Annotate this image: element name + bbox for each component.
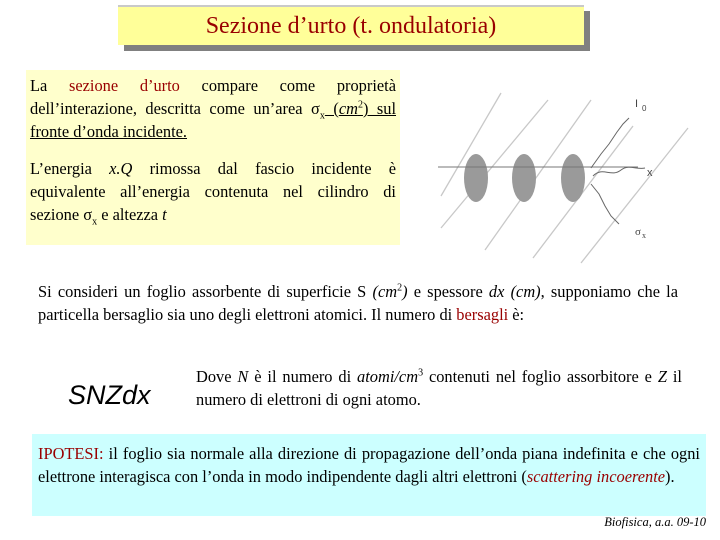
text-run: Dove <box>196 367 238 386</box>
definition-paragraph <box>30 74 396 143</box>
n-variable: N <box>237 367 249 386</box>
text-run: contenuti nel foglio assorbitore e <box>423 367 658 386</box>
unit-cm: (cm) <box>504 282 541 301</box>
wavefront-line <box>581 128 688 263</box>
superscript-2: 2 <box>357 99 363 111</box>
t-variable: t <box>162 205 167 224</box>
label-i0-sub: 0 <box>642 104 647 113</box>
unit-cm: cm <box>338 99 358 118</box>
formula-snzdx: SNZdx <box>68 380 151 410</box>
unit-atomi-cm3: atomi/cm <box>357 367 419 386</box>
unit-close: ) <box>402 282 408 301</box>
xq-term: x.Q <box>109 159 133 178</box>
term-sezione-urto: sezione d’urto <box>68 76 180 95</box>
hypothesis-box <box>32 434 706 516</box>
slide-title: Sezione d’urto (t. ondulatoria) <box>205 12 497 39</box>
text-run: La <box>30 76 69 95</box>
scatter-disk <box>512 154 536 202</box>
scattered-wave-path <box>591 184 619 224</box>
subscript-x: x <box>319 110 325 122</box>
label-i0: I <box>635 98 639 110</box>
text-run: ). <box>665 467 675 486</box>
text-run: L’energia <box>30 159 110 178</box>
superscript-3: 3 <box>418 367 424 379</box>
unit-cm2: (cm <box>372 282 398 301</box>
text-run: ) sul fronte d’onda incidente. <box>30 99 397 141</box>
text-run: e altezza <box>97 205 163 224</box>
text-run: compare come proprietà dell’interazione, descritta come un’area <box>30 76 396 118</box>
title-box <box>118 5 584 45</box>
scatter-disk <box>561 154 585 202</box>
subscript-x: x <box>92 216 98 228</box>
sigma-symbol: σ <box>83 205 93 224</box>
label-sigma: σ <box>635 226 641 238</box>
text-run: rimossa dal fascio incidente è equivalente all’energia contenuta nel cilindro di sezione <box>30 159 397 224</box>
wavefront-line <box>533 126 633 258</box>
formula-explanation <box>196 365 682 411</box>
superscript-2: 2 <box>397 282 403 294</box>
text-run: e spessore <box>407 282 489 301</box>
z-variable: Z <box>657 367 667 386</box>
energy-paragraph <box>30 157 396 226</box>
term-scattering: scattering incoerente <box>526 467 666 486</box>
definition-box <box>26 70 400 245</box>
hypothesis-label: IPOTESI: <box>38 444 104 463</box>
scatter-disk <box>464 154 488 202</box>
text-run: , supponiamo che la particella bersaglio sia uno degli elettroni atomici. Il numero di <box>38 282 678 324</box>
label-sigma-sub: x <box>642 231 646 240</box>
text-run: Si consideri un foglio assorbente di superficie S <box>38 282 373 301</box>
absorber-paragraph <box>38 280 678 326</box>
text-run: ( <box>324 99 339 118</box>
text-run: è: <box>508 305 525 324</box>
cross-section-figure <box>433 88 698 268</box>
dx-term: dx <box>488 282 505 301</box>
term-bersagli: bersagli <box>456 305 509 324</box>
footer-course: Biofisica, a.a. 09-10 <box>604 515 706 529</box>
text-run: il numero di elettroni di ogni atomo. <box>196 367 682 409</box>
sigma-symbol: σ <box>311 99 320 118</box>
scattered-wave-path <box>591 118 629 168</box>
text-run: il foglio sia normale alla direzione di propagazione dell’onda piana indefinita e che ogni elettrone interagisca con l’onda in modo indipendente dagli altri elettroni ( <box>38 444 700 486</box>
label-x: x <box>647 167 653 179</box>
text-run: è il numero di <box>248 367 358 386</box>
